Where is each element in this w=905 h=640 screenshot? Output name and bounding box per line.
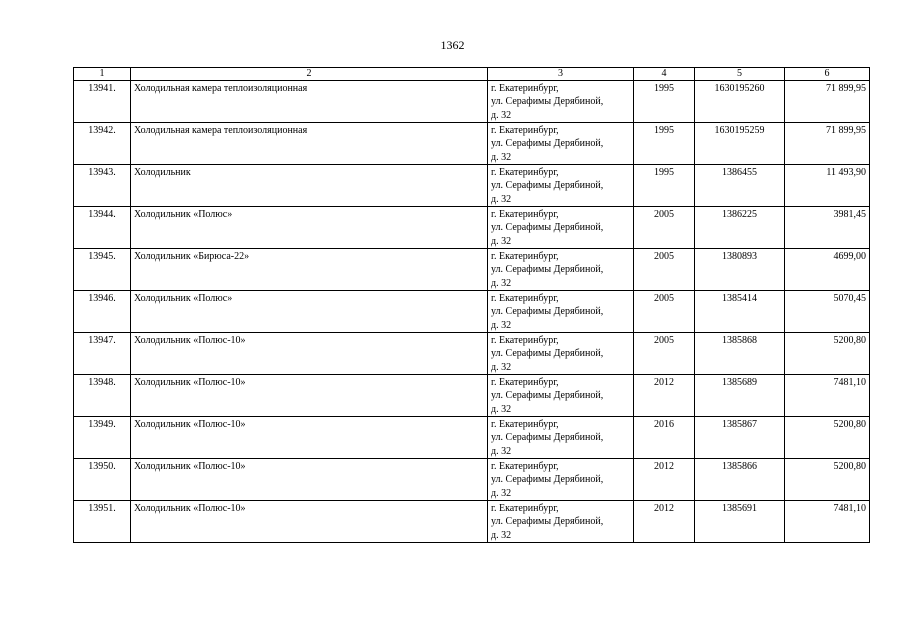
item-cost: 5200,80	[785, 459, 870, 501]
address-city: г. Екатеринбург,	[491, 293, 559, 304]
column-number-header: 1	[74, 68, 131, 81]
item-year: 2005	[634, 333, 695, 375]
address-street: ул. Серафимы Дерябиной,	[491, 390, 604, 402]
item-cost: 5200,80	[785, 333, 870, 375]
address-street: ул. Серафимы Дерябиной,	[491, 306, 604, 318]
item-address	[488, 291, 634, 333]
item-cost: 11 493,90	[785, 165, 870, 207]
item-year: 1995	[634, 165, 695, 207]
item-address	[488, 123, 634, 165]
row-number: 13951.	[74, 501, 131, 543]
address-city: г. Екатеринбург,	[491, 461, 559, 472]
address-city: г. Екатеринбург,	[491, 167, 559, 178]
item-name: Холодильник	[131, 165, 488, 207]
address-house: д. 32	[491, 193, 512, 205]
item-name: Холодильная камера теплоизоляционная	[131, 81, 488, 123]
address-street: ул. Серафимы Дерябиной,	[491, 474, 604, 486]
address-house: д. 32	[491, 361, 512, 373]
table-row	[74, 249, 870, 291]
inventory-number: 1386455	[695, 165, 785, 207]
item-cost: 5200,80	[785, 417, 870, 459]
address-city: г. Екатеринбург,	[491, 83, 559, 94]
item-address	[488, 375, 634, 417]
item-cost: 4699,00	[785, 249, 870, 291]
item-name: Холодильник «Полюс»	[131, 207, 488, 249]
row-number: 13949.	[74, 417, 131, 459]
table-row	[74, 81, 870, 123]
table-row	[74, 207, 870, 249]
row-number: 13948.	[74, 375, 131, 417]
item-year: 2016	[634, 417, 695, 459]
item-year: 2005	[634, 207, 695, 249]
item-cost: 3981,45	[785, 207, 870, 249]
row-number: 13946.	[74, 291, 131, 333]
row-number: 13942.	[74, 123, 131, 165]
address-house: д. 32	[491, 487, 512, 499]
column-name-header: 2	[131, 68, 488, 81]
address-house: д. 32	[491, 235, 512, 247]
address-house: д. 32	[491, 151, 512, 163]
column-cost-header: 6	[785, 68, 870, 81]
address-street: ул. Серафимы Дерябиной,	[491, 432, 604, 444]
item-address	[488, 501, 634, 543]
address-city: г. Екатеринбург,	[491, 503, 559, 514]
item-name: Холодильник «Полюс-10»	[131, 333, 488, 375]
inventory-number: 1630195259	[695, 123, 785, 165]
address-city: г. Екатеринбург,	[491, 419, 559, 430]
address-house: д. 32	[491, 529, 512, 541]
address-house: д. 32	[491, 319, 512, 331]
item-name: Холодильник «Полюс-10»	[131, 375, 488, 417]
row-number: 13945.	[74, 249, 131, 291]
page-number: 1362	[440, 38, 465, 52]
item-year: 2005	[634, 291, 695, 333]
item-year: 2012	[634, 501, 695, 543]
item-address	[488, 333, 634, 375]
address-street: ул. Серафимы Дерябиной,	[491, 264, 604, 276]
item-cost: 5070,45	[785, 291, 870, 333]
item-address	[488, 207, 634, 249]
address-city: г. Екатеринбург,	[491, 251, 559, 262]
inventory-number: 1380893	[695, 249, 785, 291]
table-header-row	[74, 68, 870, 81]
table-row	[74, 333, 870, 375]
address-house: д. 32	[491, 277, 512, 289]
address-city: г. Екатеринбург,	[491, 377, 559, 388]
inventory-number: 1385689	[695, 375, 785, 417]
inventory-number: 1385691	[695, 501, 785, 543]
address-street: ул. Серафимы Дерябиной,	[491, 516, 604, 528]
item-name: Холодильник «Полюс-10»	[131, 501, 488, 543]
row-number: 13943.	[74, 165, 131, 207]
row-number: 13944.	[74, 207, 131, 249]
address-city: г. Екатеринбург,	[491, 125, 559, 136]
item-year: 1995	[634, 123, 695, 165]
table-row	[74, 459, 870, 501]
item-name: Холодильник «Полюс»	[131, 291, 488, 333]
table-row	[74, 501, 870, 543]
item-name: Холодильник «Бирюса-22»	[131, 249, 488, 291]
item-name: Холодильник «Полюс-10»	[131, 417, 488, 459]
item-name: Холодильник «Полюс-10»	[131, 459, 488, 501]
item-address	[488, 459, 634, 501]
inventory-number: 1385414	[695, 291, 785, 333]
address-street: ул. Серафимы Дерябиной,	[491, 138, 604, 150]
table-row	[74, 417, 870, 459]
item-name: Холодильная камера теплоизоляционная	[131, 123, 488, 165]
item-address	[488, 417, 634, 459]
table-row	[74, 123, 870, 165]
inventory-number: 1386225	[695, 207, 785, 249]
address-city: г. Екатеринбург,	[491, 335, 559, 346]
address-house: д. 32	[491, 445, 512, 457]
item-cost: 71 899,95	[785, 81, 870, 123]
item-cost: 7481,10	[785, 375, 870, 417]
row-number: 13950.	[74, 459, 131, 501]
inventory-number: 1385867	[695, 417, 785, 459]
item-address	[488, 249, 634, 291]
item-year: 2005	[634, 249, 695, 291]
address-street: ул. Серафимы Дерябиной,	[491, 180, 604, 192]
column-inventory-header: 5	[695, 68, 785, 81]
address-street: ул. Серафимы Дерябиной,	[491, 222, 604, 234]
row-number: 13941.	[74, 81, 131, 123]
address-city: г. Екатеринбург,	[491, 209, 559, 220]
table-row	[74, 375, 870, 417]
item-address	[488, 81, 634, 123]
inventory-number: 1630195260	[695, 81, 785, 123]
property-registry-table	[73, 67, 870, 543]
column-year-header: 4	[634, 68, 695, 81]
table-row	[74, 165, 870, 207]
column-address-header: 3	[488, 68, 634, 81]
inventory-number: 1385868	[695, 333, 785, 375]
item-cost: 71 899,95	[785, 123, 870, 165]
address-street: ул. Серафимы Дерябиной,	[491, 348, 604, 360]
address-street: ул. Серафимы Дерябиной,	[491, 96, 604, 108]
item-year: 2012	[634, 459, 695, 501]
item-address	[488, 165, 634, 207]
row-number: 13947.	[74, 333, 131, 375]
address-house: д. 32	[491, 403, 512, 415]
table-row	[74, 291, 870, 333]
item-year: 1995	[634, 81, 695, 123]
inventory-number: 1385866	[695, 459, 785, 501]
item-cost: 7481,10	[785, 501, 870, 543]
item-year: 2012	[634, 375, 695, 417]
address-house: д. 32	[491, 109, 512, 121]
